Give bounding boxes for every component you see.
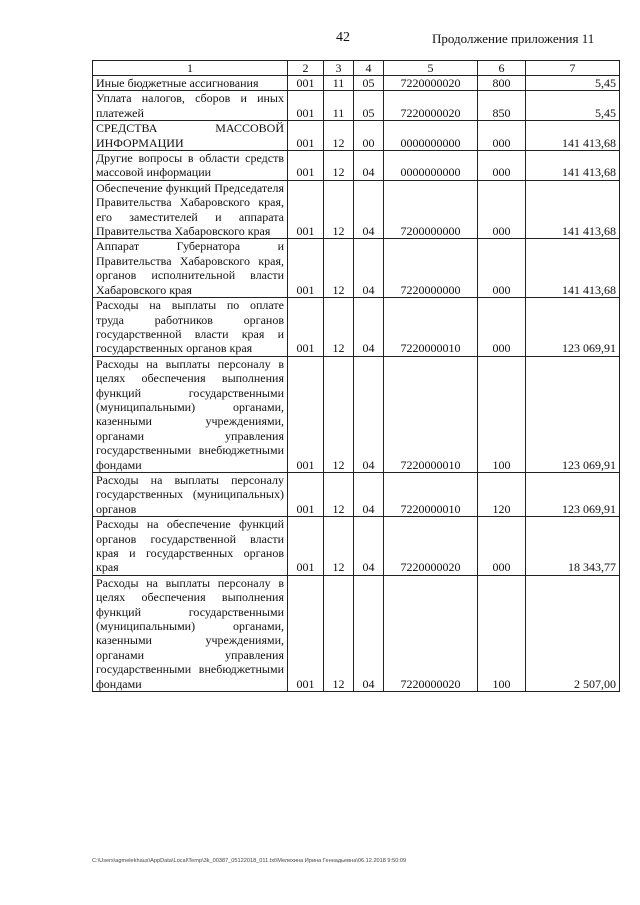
column-header: 7 [526, 61, 620, 76]
cell-target: 7220000020 [384, 517, 478, 576]
cell-type: 100 [478, 575, 526, 691]
cell-code: 001 [288, 472, 324, 516]
cell-section: 12 [324, 575, 354, 691]
table-row [93, 180, 620, 239]
row-name: Расходы на выплаты по оплате труда работников органов государственной власти края и государственных органов края [93, 298, 288, 357]
cell-code: 001 [288, 151, 324, 181]
column-header: 3 [324, 61, 354, 76]
cell-type: 000 [478, 121, 526, 151]
cell-code: 001 [288, 239, 324, 298]
cell-code: 001 [288, 121, 324, 151]
row-name: Уплата налогов, сборов и иных платежей [93, 91, 288, 121]
table-row [93, 298, 620, 357]
cell-target: 7200000000 [384, 180, 478, 239]
cell-section: 12 [324, 517, 354, 576]
cell-section: 11 [324, 76, 354, 91]
table-row [93, 76, 620, 91]
cell-subsection: 04 [354, 575, 384, 691]
cell-target: 7220000020 [384, 575, 478, 691]
cell-type: 850 [478, 91, 526, 121]
table-row [93, 575, 620, 691]
cell-code: 001 [288, 91, 324, 121]
cell-code: 001 [288, 298, 324, 357]
cell-section: 12 [324, 180, 354, 239]
cell-type: 000 [478, 180, 526, 239]
cell-subsection: 04 [354, 472, 384, 516]
cell-subsection: 04 [354, 239, 384, 298]
cell-amount: 141 413,68 [526, 180, 620, 239]
table-row [93, 91, 620, 121]
cell-subsection: 04 [354, 356, 384, 472]
table-row [93, 121, 620, 151]
file-path-footer: C:\Users\agmelekhaus\AppData\Local\Temp\3k_00387_05122018_011.txt\Мелехина Ирина Геннадьевна\06.12.2018 9:50:09 [92, 858, 407, 864]
budget-table [92, 60, 620, 692]
cell-type: 000 [478, 517, 526, 576]
cell-amount: 123 069,91 [526, 298, 620, 357]
cell-type: 120 [478, 472, 526, 516]
cell-type: 100 [478, 356, 526, 472]
cell-target: 0000000000 [384, 121, 478, 151]
cell-target: 7220000010 [384, 356, 478, 472]
cell-target: 0000000000 [384, 151, 478, 181]
cell-section: 12 [324, 121, 354, 151]
column-header: 2 [288, 61, 324, 76]
cell-amount: 123 069,91 [526, 472, 620, 516]
cell-section: 12 [324, 151, 354, 181]
row-name: Расходы на обеспечение функций органов государственной власти края и государственных органов края [93, 517, 288, 576]
cell-amount: 141 413,68 [526, 239, 620, 298]
cell-code: 001 [288, 517, 324, 576]
cell-subsection: 05 [354, 91, 384, 121]
cell-amount: 5,45 [526, 76, 620, 91]
cell-amount: 123 069,91 [526, 356, 620, 472]
cell-target: 7220000010 [384, 298, 478, 357]
row-name: Обеспечение функций Председателя Правительства Хабаровского края, его заместителей и аппарата Правительства Хабаровского края [93, 180, 288, 239]
cell-subsection: 04 [354, 517, 384, 576]
continuation-title: Продолжение приложения 11 [432, 31, 595, 46]
cell-subsection: 04 [354, 151, 384, 181]
cell-target: 7220000000 [384, 239, 478, 298]
cell-section: 12 [324, 298, 354, 357]
cell-code: 001 [288, 356, 324, 472]
row-name: Расходы на выплаты персоналу в целях обеспечения выполнения функций государственными (муниципальными) органами, казенными учреждениями, органами управления государственными внебюджетными фондами [93, 356, 288, 472]
cell-subsection: 04 [354, 180, 384, 239]
table-header-row [93, 61, 620, 76]
table-row [93, 517, 620, 576]
row-name: Расходы на выплаты персоналу государственных (муниципальных) органов [93, 472, 288, 516]
table-row [93, 151, 620, 181]
cell-section: 12 [324, 239, 354, 298]
cell-section: 12 [324, 472, 354, 516]
cell-amount: 141 413,68 [526, 151, 620, 181]
column-header: 5 [384, 61, 478, 76]
cell-type: 800 [478, 76, 526, 91]
row-name: СРЕДСТВА МАССОВОЙ ИНФОРМАЦИИ [93, 121, 288, 151]
cell-type: 000 [478, 298, 526, 357]
cell-amount: 18 343,77 [526, 517, 620, 576]
row-name: Расходы на выплаты персоналу в целях обеспечения выполнения функций государственными (муниципальными) органами, казенными учреждениями, органами управления государственными внебюджетными фондами [93, 575, 288, 691]
cell-amount: 2 507,00 [526, 575, 620, 691]
cell-subsection: 00 [354, 121, 384, 151]
row-name: Аппарат Губернатора и Правительства Хабаровского края, органов исполнительной власти Хабаровского края [93, 239, 288, 298]
column-header: 6 [478, 61, 526, 76]
cell-target: 7220000020 [384, 76, 478, 91]
cell-code: 001 [288, 180, 324, 239]
cell-code: 001 [288, 76, 324, 91]
cell-amount: 141 413,68 [526, 121, 620, 151]
cell-section: 12 [324, 356, 354, 472]
cell-subsection: 04 [354, 298, 384, 357]
cell-type: 000 [478, 151, 526, 181]
row-name: Другие вопросы в области средств массовой информации [93, 151, 288, 181]
cell-section: 11 [324, 91, 354, 121]
cell-amount: 5,45 [526, 91, 620, 121]
cell-target: 7220000020 [384, 91, 478, 121]
table-row [93, 356, 620, 472]
column-header: 4 [354, 61, 384, 76]
table-row [93, 239, 620, 298]
column-header: 1 [93, 61, 288, 76]
cell-type: 000 [478, 239, 526, 298]
cell-subsection: 05 [354, 76, 384, 91]
cell-target: 7220000010 [384, 472, 478, 516]
table-row [93, 472, 620, 516]
cell-code: 001 [288, 575, 324, 691]
page-number: 42 [336, 30, 350, 45]
row-name: Иные бюджетные ассигнования [93, 76, 288, 91]
